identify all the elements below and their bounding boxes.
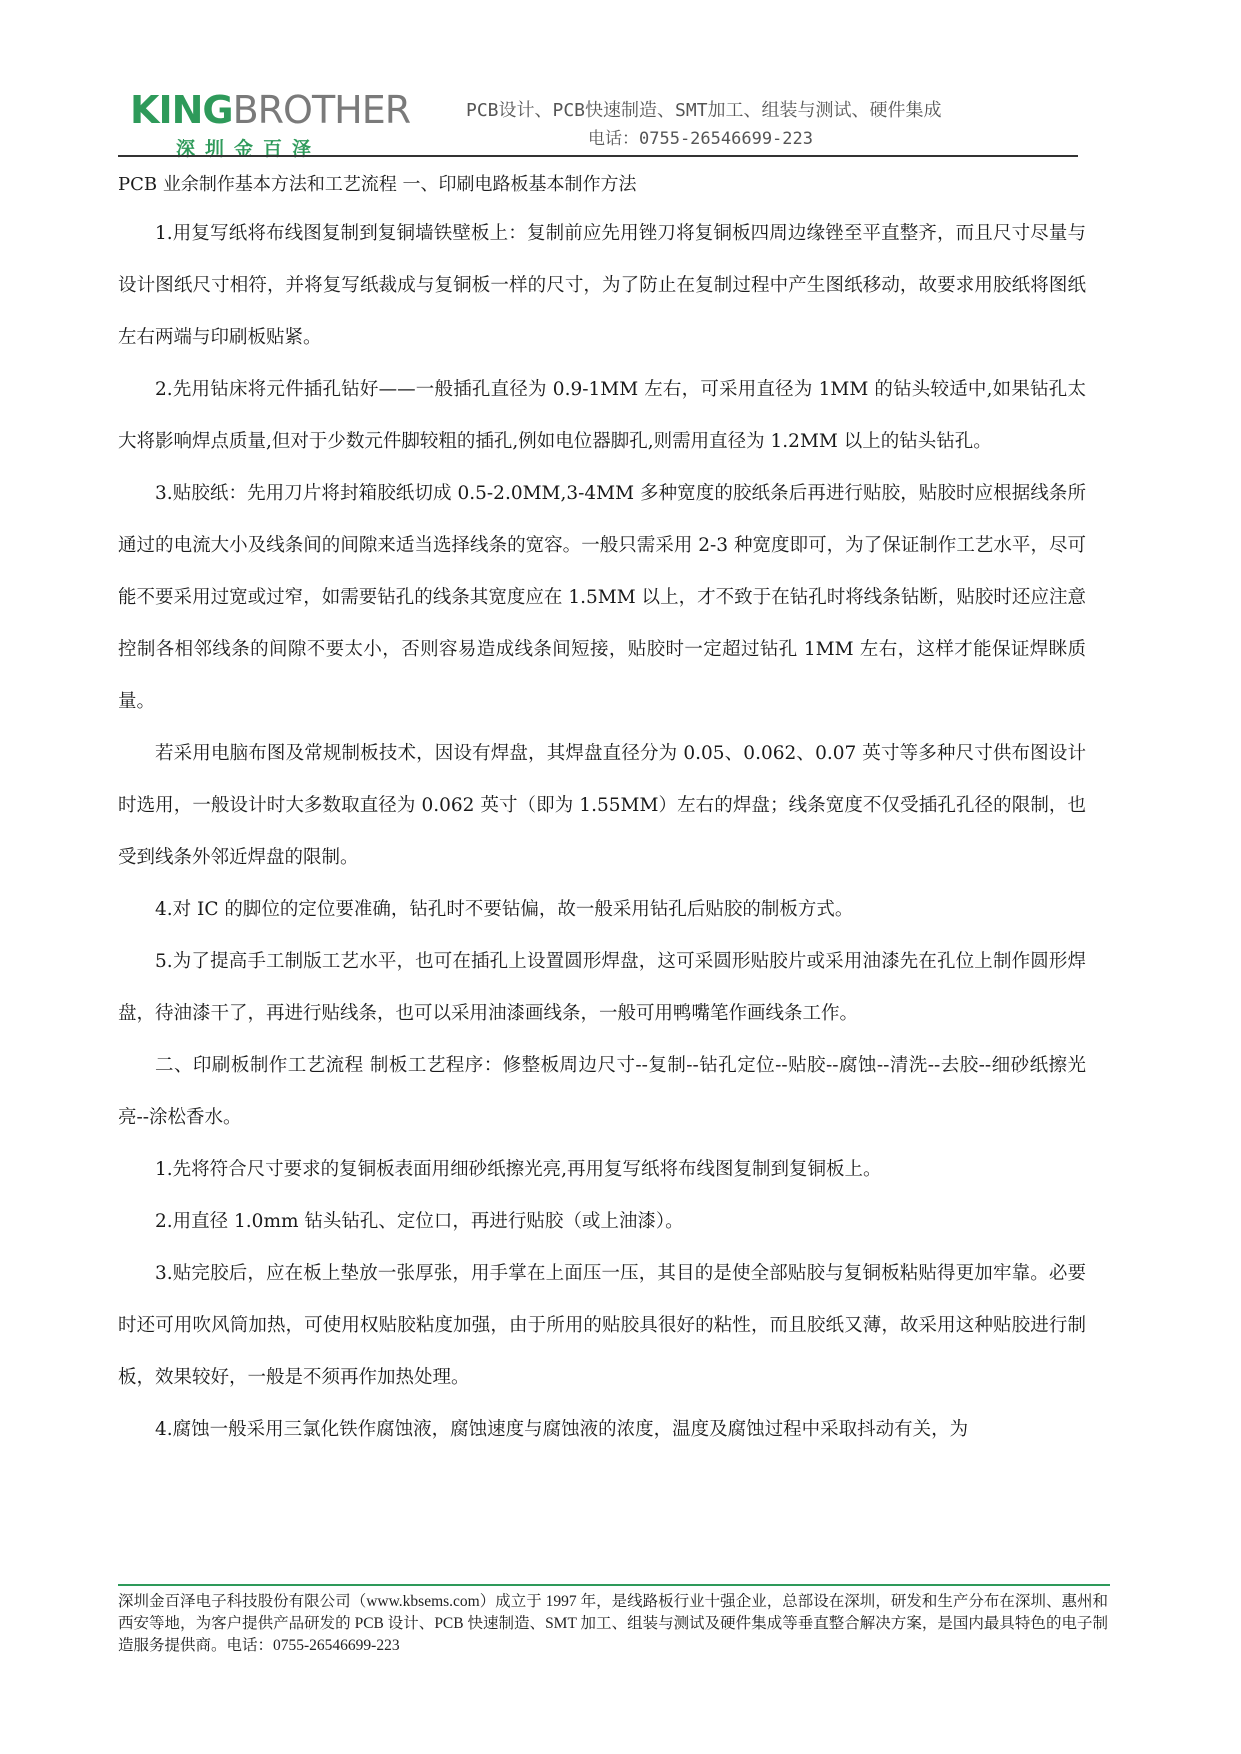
paragraph: 3.贴胶纸：先用刀片将封箱胶纸切成 0.5-2.0MM,3-4MM 多种宽度的胶纸条后再进行贴胶，贴胶时应根据线条所通过的电流大小及线条间的间隙来适当选择线条的宽容。一般只需采用 2-3 种宽度即可，为了保证制作工艺水平，尽可能不要采用过宽或过窄，如需要钻孔的线条其宽度应在 1.5MM 以上，才不致于在钻孔时将线条钻断，贴胶时还应注意控制各相邻线条的间隙不要太小，否则容易造成线条间短接，贴胶时一定超过钻孔 1MM 左右，这样才能保证焊眯质量。 — [118, 483, 1086, 712]
paragraph: 4.对 IC 的脚位的定位要准确，钻孔时不要钻偏，故一般采用钻孔后贴胶的制板方式。 — [155, 899, 854, 920]
logo-chinese-name: 深圳金百泽 — [176, 138, 322, 160]
paragraph: 3.贴完胶后，应在板上垫放一张厚张，用手掌在上面压一压，其目的是使全部贴胶与复铜板粘贴得更加牢靠。必要时还可用吹风筒加热，可使用权贴胶粘度加强，由于所用的贴胶具很好的粘性，而且胶纸又薄，故采用这种贴胶进行制板，效果较好，一般是不须再作加热处理。 — [118, 1263, 1086, 1388]
paragraph: 2.用直径 1.0mm 钻头钻孔、定位口，再进行贴胶（或上油漆）。 — [155, 1211, 684, 1232]
paragraph: 5.为了提高手工制版工艺水平，也可在插孔上设置圆形焊盘，这可采圆形贴胶片或采用油漆先在孔位上制作圆形焊盘，待油漆干了，再进行贴线条，也可以采用油漆画线条，一般可用鸭嘴笔作画线条工作。 — [118, 951, 1086, 1024]
paragraph: 2.先用钻床将元件插孔钻好——一般插孔直径为 0.9-1MM 左右，可采用直径为 1MM 的钻头较适中,如果钻孔太大将影响焊点质量,但对于少数元件脚较粗的插孔,例如电位器脚孔,则需用直径为 1.2MM 以上的钻头钻孔。 — [118, 379, 1086, 452]
logo-wordmark — [130, 90, 410, 130]
company-logo — [130, 88, 411, 160]
header-services: PCB设计、PCB快速制造、SMT加工、组装与测试、硬件集成 — [466, 100, 942, 121]
paragraph: 1.先将符合尺寸要求的复铜板表面用细砂纸擦光亮,再用复写纸将布线图复制到复铜板上。 — [155, 1159, 882, 1180]
document-title: PCB 业余制作基本方法和工艺流程 一、印刷电路板基本制作方法 — [118, 174, 637, 195]
paragraph: 1.用复写纸将布线图复制到复铜墙铁壁板上：复制前应先用锉刀将复铜板四周边缘锉至平直整齐，而且尺寸尽量与设计图纸尺寸相符，并将复写纸裁成与复铜板一样的尺寸，为了防止在复制过程中产生图纸移动，故要求用胶纸将图纸左右两端与印刷板贴紧。 — [118, 223, 1086, 348]
page-footer: 深圳金百泽电子科技股份有限公司（www.kbsems.com）成立于 1997 年，是线路板行业十强企业，总部设在深圳，研发和生产分布在深圳、惠州和西安等地，为客户提供产品研发的 PCB 设计、PCB 快速制造、SMT 加工、组装与测试及硬件集成等垂直整合解决方案，是国内最具特色的电子制造服务提供商。电话：0755-26546699-223 — [118, 1593, 1108, 1654]
logo-king: KING — [130, 88, 233, 132]
logo-brother: BROTHER — [232, 88, 411, 132]
document-body — [118, 168, 1086, 1456]
page-header — [118, 80, 1078, 158]
header-phone: 电话：0755-26546699-223 — [588, 129, 813, 149]
paragraph: 4.腐蚀一般采用三氯化铁作腐蚀液，腐蚀速度与腐蚀液的浓度，温度及腐蚀过程中采取抖动有关，为 — [155, 1419, 969, 1440]
paragraph: 若采用电脑布图及常规制板技术，因设有焊盘，其焊盘直径分为 0.05、0.062、0.07 英寸等多种尺寸供布图设计时选用，一般设计时大多数取直径为 0.062 英寸（即为 1.55MM）左右的焊盘；线条宽度不仅受插孔孔径的限制，也受到线条外邻近焊盘的限制。 — [118, 743, 1086, 868]
paragraph: 二、印刷板制作工艺流程 制板工艺程序：修整板周边尺寸--复制--钻孔定位--贴胶--腐蚀--清洗--去胶--细砂纸擦光亮--涂松香水。 — [118, 1055, 1086, 1128]
footer-divider — [118, 1584, 1110, 1586]
header-divider — [118, 155, 1078, 157]
